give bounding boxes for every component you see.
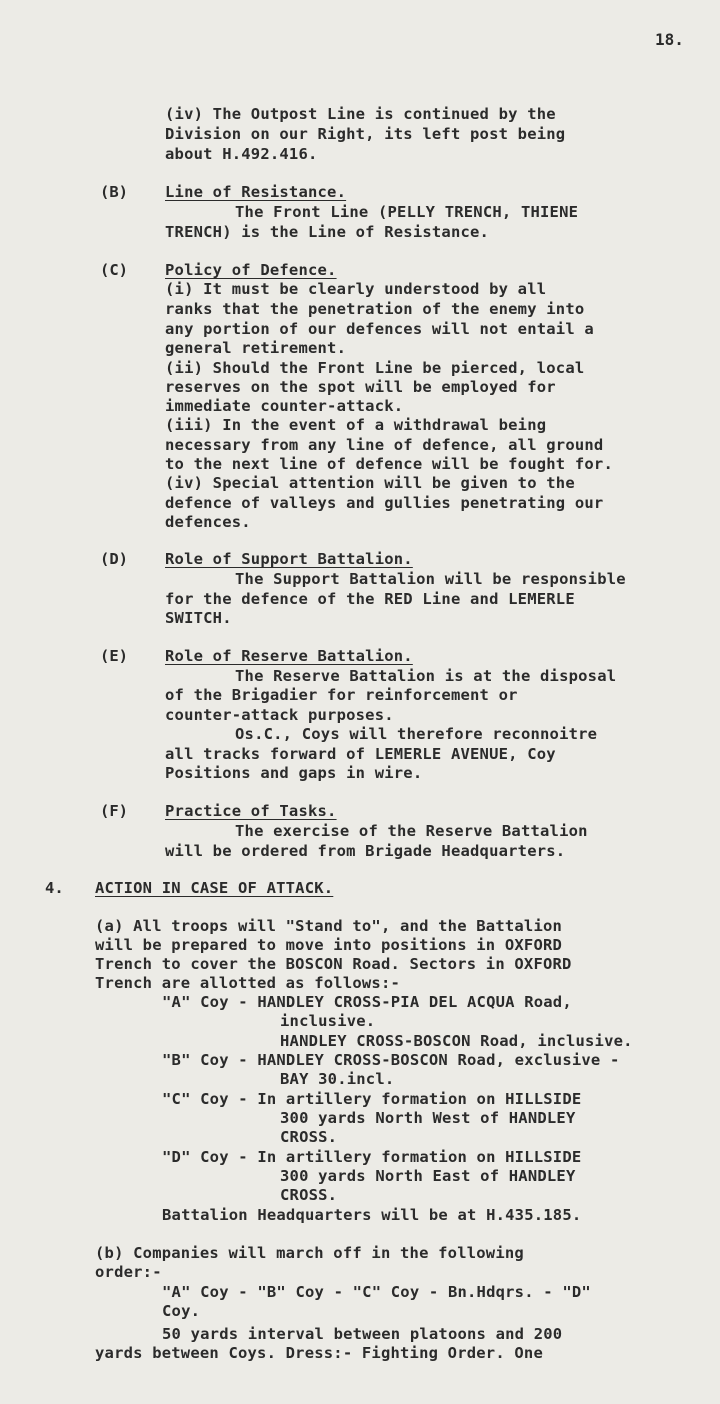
section-b-label: (B) — [100, 183, 128, 201]
coy-a-line-3: HANDLEY CROSS-BOSCON Road, inclusive. — [280, 1032, 633, 1050]
coy-b-line-2: BAY 30.incl. — [280, 1070, 395, 1088]
coy-c-line-3: CROSS. — [280, 1128, 338, 1146]
section-4a-line-3: Trench to cover the BOSCON Road. Sectors in OXFORD — [95, 955, 572, 973]
section-b-line-1: The Front Line (PELLY TRENCH, THIENE — [235, 203, 579, 221]
section-e-line-6: Positions and gaps in wire. — [165, 764, 423, 782]
section-f-line-2: will be ordered from Brigade Headquarters. — [165, 842, 566, 860]
section-e-line-2: of the Brigadier for reinforcement or — [165, 686, 518, 704]
section-e-line-1: The Reserve Battalion is at the disposal — [235, 667, 617, 685]
coy-d-line-1: "D" Coy - In artillery formation on HILLSIDE — [162, 1148, 582, 1166]
section-e-label: (E) — [100, 647, 128, 665]
section-f-heading: Practice of Tasks. — [165, 802, 337, 820]
section-4b-line-6: yards between Coys. Dress:- Fighting Order. One — [95, 1344, 543, 1362]
coy-d-line-3: CROSS. — [280, 1186, 338, 1204]
section-4a-line-4: Trench are allotted as follows:- — [95, 974, 401, 992]
section-4b-line-5: 50 yards interval between platoons and 200 — [162, 1325, 563, 1343]
section-4b-line-3: "A" Coy - "B" Coy - "C" Coy - Bn.Hdqrs. - "D" — [162, 1283, 591, 1301]
section-d-label: (D) — [100, 550, 128, 568]
section-4-label: 4. — [45, 879, 64, 897]
section-c-line-7: immediate counter-attack. — [165, 397, 404, 415]
section-c-line-3: any portion of our defences will not entail a — [165, 320, 594, 338]
section-4-heading: ACTION IN CASE OF ATTACK. — [95, 879, 334, 897]
coy-b-line-1: "B" Coy - HANDLEY CROSS-BOSCON Road, exclusive - — [162, 1051, 620, 1069]
outpost-line-2: Division on our Right, its left post being — [165, 125, 566, 143]
section-c-line-9: necessary from any line of defence, all ground — [165, 436, 604, 454]
outpost-line-1: (iv) The Outpost Line is continued by the — [165, 105, 556, 123]
section-4b-line-1: (b) Companies will march off in the following — [95, 1244, 524, 1262]
section-d-line-1: The Support Battalion will be responsible — [235, 570, 626, 588]
section-c-line-11: (iv) Special attention will be given to the — [165, 474, 575, 492]
section-f-label: (F) — [100, 802, 128, 820]
section-4b-line-4: Coy. — [162, 1302, 201, 1320]
section-f-line-1: The exercise of the Reserve Battalion — [235, 822, 588, 840]
coy-a-line-2: inclusive. — [280, 1012, 376, 1030]
section-4a-line-1: (a) All troops will "Stand to", and the Battalion — [95, 917, 563, 935]
section-c-line-6: reserves on the spot will be employed for — [165, 378, 556, 396]
section-4a-line-2: will be prepared to move into positions in OXFORD — [95, 936, 563, 954]
section-e-heading: Role of Reserve Battalion. — [165, 647, 413, 665]
coy-d-line-2: 300 yards North East of HANDLEY — [280, 1167, 576, 1185]
coy-a-line-1: "A" Coy - HANDLEY CROSS-PIA DEL ACQUA Road, — [162, 993, 572, 1011]
section-c-line-10: to the next line of defence will be fought for. — [165, 455, 613, 473]
section-c-line-2: ranks that the penetration of the enemy into — [165, 300, 585, 318]
section-e-line-4: Os.C., Coys will therefore reconnoitre — [235, 725, 598, 743]
outpost-line-3: about H.492.416. — [165, 145, 318, 163]
section-c-label: (C) — [100, 261, 128, 279]
section-e-line-5: all tracks forward of LEMERLE AVENUE, Coy — [165, 745, 556, 763]
coy-c-line-1: "C" Coy - In artillery formation on HILLSIDE — [162, 1090, 582, 1108]
section-d-line-2: for the defence of the RED Line and LEMERLE — [165, 590, 575, 608]
section-4b-line-2: order:- — [95, 1263, 162, 1281]
section-c-line-8: (iii) In the event of a withdrawal being — [165, 416, 547, 434]
section-d-line-3: SWITCH. — [165, 609, 232, 627]
section-d-heading: Role of Support Battalion. — [165, 550, 413, 568]
section-c-line-4: general retirement. — [165, 339, 347, 357]
coy-c-line-2: 300 yards North West of HANDLEY — [280, 1109, 576, 1127]
section-b-heading: Line of Resistance. — [165, 183, 347, 201]
battalion-hq-line: Battalion Headquarters will be at H.435.185. — [162, 1206, 582, 1224]
page-number: 18. — [655, 30, 684, 49]
section-b-line-2: TRENCH) is the Line of Resistance. — [165, 223, 490, 241]
section-e-line-3: counter-attack purposes. — [165, 706, 394, 724]
section-c-line-13: defences. — [165, 513, 251, 531]
section-c-heading: Policy of Defence. — [165, 261, 337, 279]
section-c-line-5: (ii) Should the Front Line be pierced, local — [165, 359, 585, 377]
section-c-line-1: (i) It must be clearly understood by all — [165, 280, 547, 298]
section-c-line-12: defence of valleys and gullies penetrating our — [165, 494, 604, 512]
